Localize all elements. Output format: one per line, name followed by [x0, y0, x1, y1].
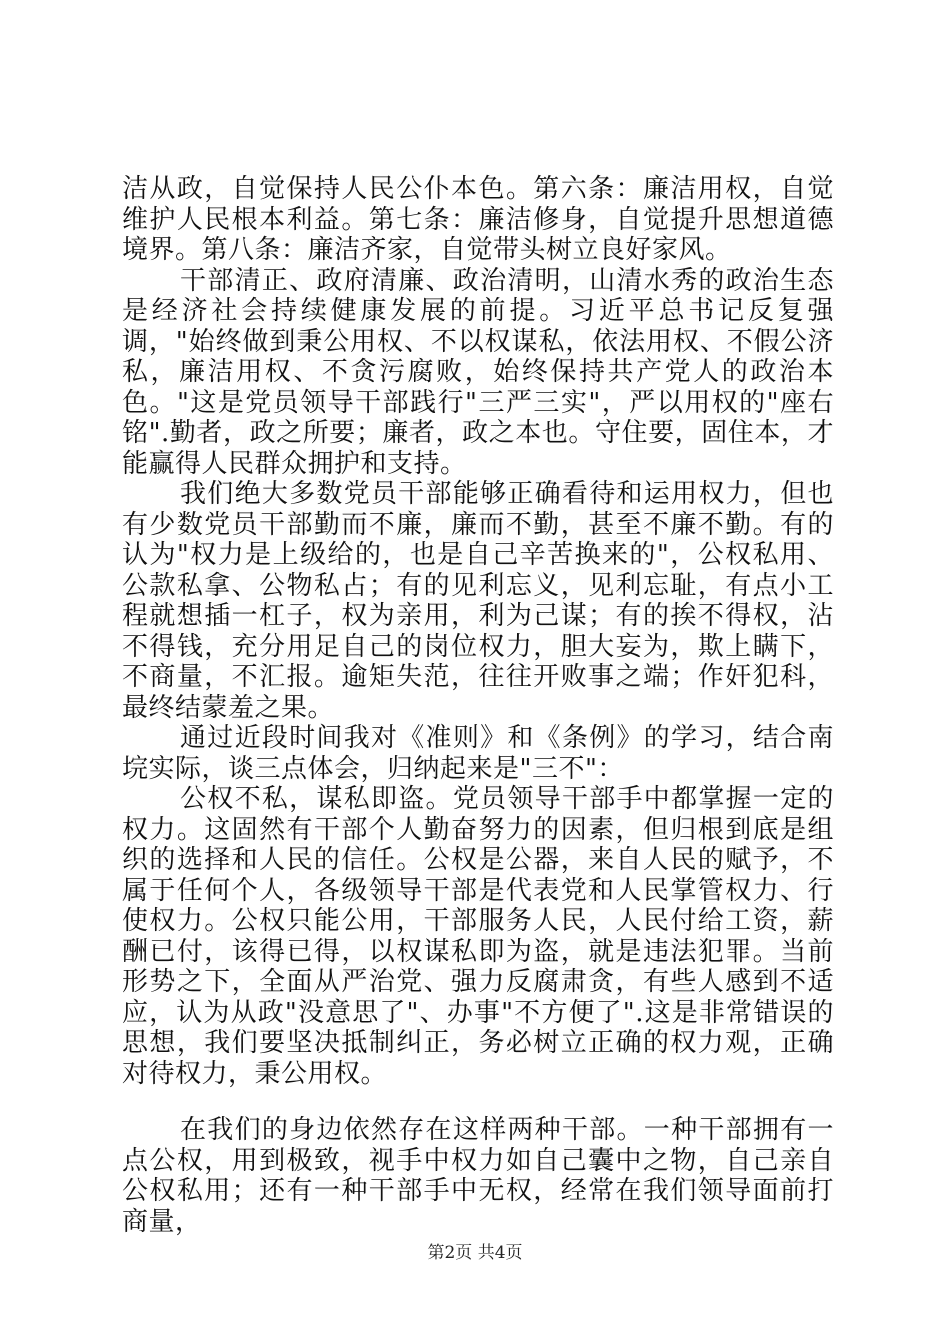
paragraph-study-intro: 通过近段时间我对《准则》和《条例》的学习，结合南垸实际，谈三点体会，归纳起来是"三不"： [122, 723, 834, 784]
paragraph-continuation: 洁从政，自觉保持人民公仆本色。第六条：廉洁用权，自觉维护人民根本利益。第七条：廉洁修身，自觉提升思想道德境界。第八条：廉洁齐家，自觉带头树立良好家风。 [122, 174, 834, 265]
paragraph-cadre-problems: 我们绝大多数党员干部能够正确看待和运用权力，但也有少数党员干部勤而不廉，廉而不勤，甚至不廉不勤。有的认为"权力是上级给的，也是自己辛苦换来的"，公权私用、公款私拿、公物私占；有的见利忘义，见利忘耻，有点小工程就想插一杠子，权为亲用，利为己谋；有的挨不得权，沾不得钱，充分用足自己的岗位权力，胆大妄为，欺上瞒下，不商量，不汇报。逾矩失范，往往开败事之端；作奸犯科，最终结蒙羞之果。 [122, 479, 834, 723]
page-number-footer: 第2页 共4页 [427, 1243, 523, 1263]
paragraph-public-power: 公权不私，谋私即盗。党员领导干部手中都掌握一定的权力。这固然有干部个人勤奋努力的因素，但归根到底是组织的选择和人民的信任。公权是公器，来自人民的赋予，不属于任何个人，各级领导干部是代表党和人民掌管权力、行使权力。公权只能公用，干部服务人民，人民付给工资，薪酬已付，该得已得，以权谋私即为盗，就是违法犯罪。当前形势之下，全面从严治党、强力反腐肃贪，有些人感到不适应，认为从政"没意思了"、办事"不方便了".这是非常错误的思想，我们要坚决抵制纠正，务必树立正确的权力观，正确对待权力，秉公用权。 [122, 784, 834, 1089]
paragraph-two-kinds-of-cadres: 在我们的身边依然存在这样两种干部。一种干部拥有一点公权，用到极致，视手中权力如自己囊中之物，自己亲自公权私用；还有一种干部手中无权，经常在我们领导面前打商量， [122, 1115, 834, 1237]
paragraph-political-ecology: 干部清正、政府清廉、政治清明，山清水秀的政治生态是经济社会持续健康发展的前提。习近平总书记反复强调，"始终做到秉公用权、不以权谋私，依法用权、不假公济私，廉洁用权、不贪污腐败，始终保持共产党人的政治本色。"这是党员领导干部践行"三严三实"，严以用权的"座右铭".勤者，政之所要；廉者，政之本也。守住要，固住本，才能赢得人民群众拥护和支持。 [122, 265, 834, 479]
document-body [122, 174, 834, 1237]
